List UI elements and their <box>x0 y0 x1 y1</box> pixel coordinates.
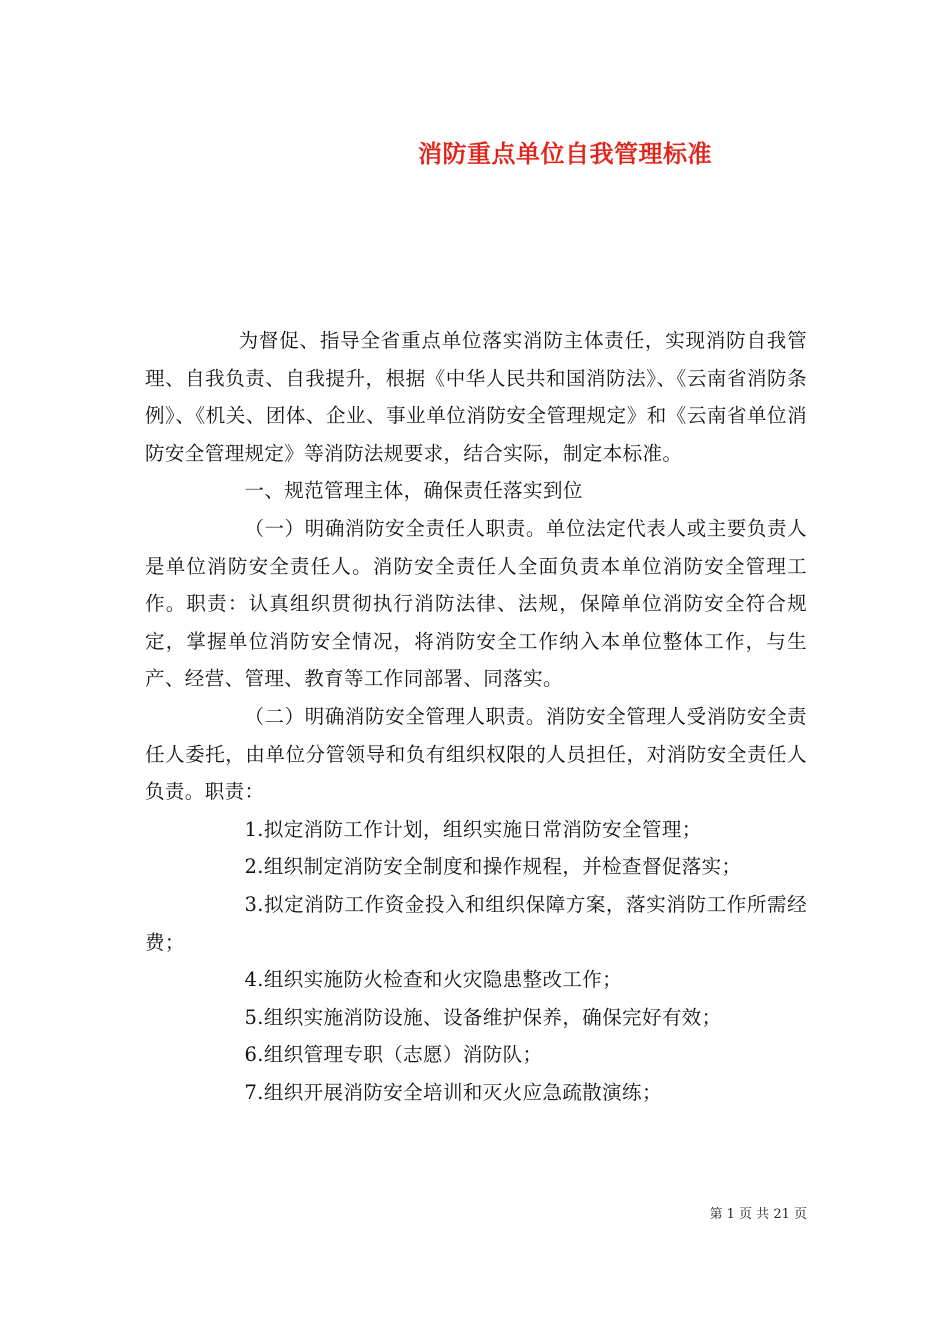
list-item: 1.拟定消防工作计划，组织实施日常消防安全管理； <box>244 817 702 841</box>
list-item: 2.组织制定消防安全制度和操作规程，并检查督促落实； <box>244 855 742 879</box>
list-item: 7.组织开展消防安全培训和灭火应急疏散演练； <box>244 1080 662 1104</box>
subsection-paragraph: （二）明确消防安全管理人职责。消防安全管理人受消防安全责任人委托，由单位分管领导和负有组织权限的人员担任，对消防安全责任人负责。职责： <box>145 704 807 804</box>
section-heading: 一、规范管理主体，确保责任落实到位 <box>244 479 583 503</box>
list-item: 4.组织实施防火检查和火灾隐患整改工作； <box>244 968 623 992</box>
subsection-paragraph: （一）明确消防安全责任人职责。单位法定代表人或主要负责人是单位消防安全责任人。消防安全责任人全面负责本单位消防安全管理工作。职责：认真组织贯彻执行消防法律、法规，保障单位消防安全符合规定，掌握单位消防安全情况，将消防安全工作纳入本单位整体工作，与生产、经营、管理、教育等工作同部署、同落实。 <box>145 516 807 691</box>
page-number-footer: 第 1 页 共 21 页 <box>709 1207 807 1222</box>
list-item: 5.组织实施消防设施、设备维护保养，确保完好有效； <box>244 1005 722 1029</box>
list-item: 6.组织管理专职（志愿）消防队； <box>244 1043 543 1067</box>
document-body <box>145 322 807 1111</box>
list-item: 3.拟定消防工作资金投入和组织保障方案，落实消防工作所需经费； <box>145 892 807 954</box>
intro-paragraph: 为督促、指导全省重点单位落实消防主体责任，实现消防自我管理、自我负责、自我提升，根据《中华人民共和国消防法》、《云南省消防条例》、《机关、团体、企业、事业单位消防安全管理规定》和《云南省单位消防安全管理规定》等消防法规要求，结合实际，制定本标准。 <box>145 329 807 465</box>
document-title: 消防重点单位自我管理标准 <box>418 140 712 168</box>
